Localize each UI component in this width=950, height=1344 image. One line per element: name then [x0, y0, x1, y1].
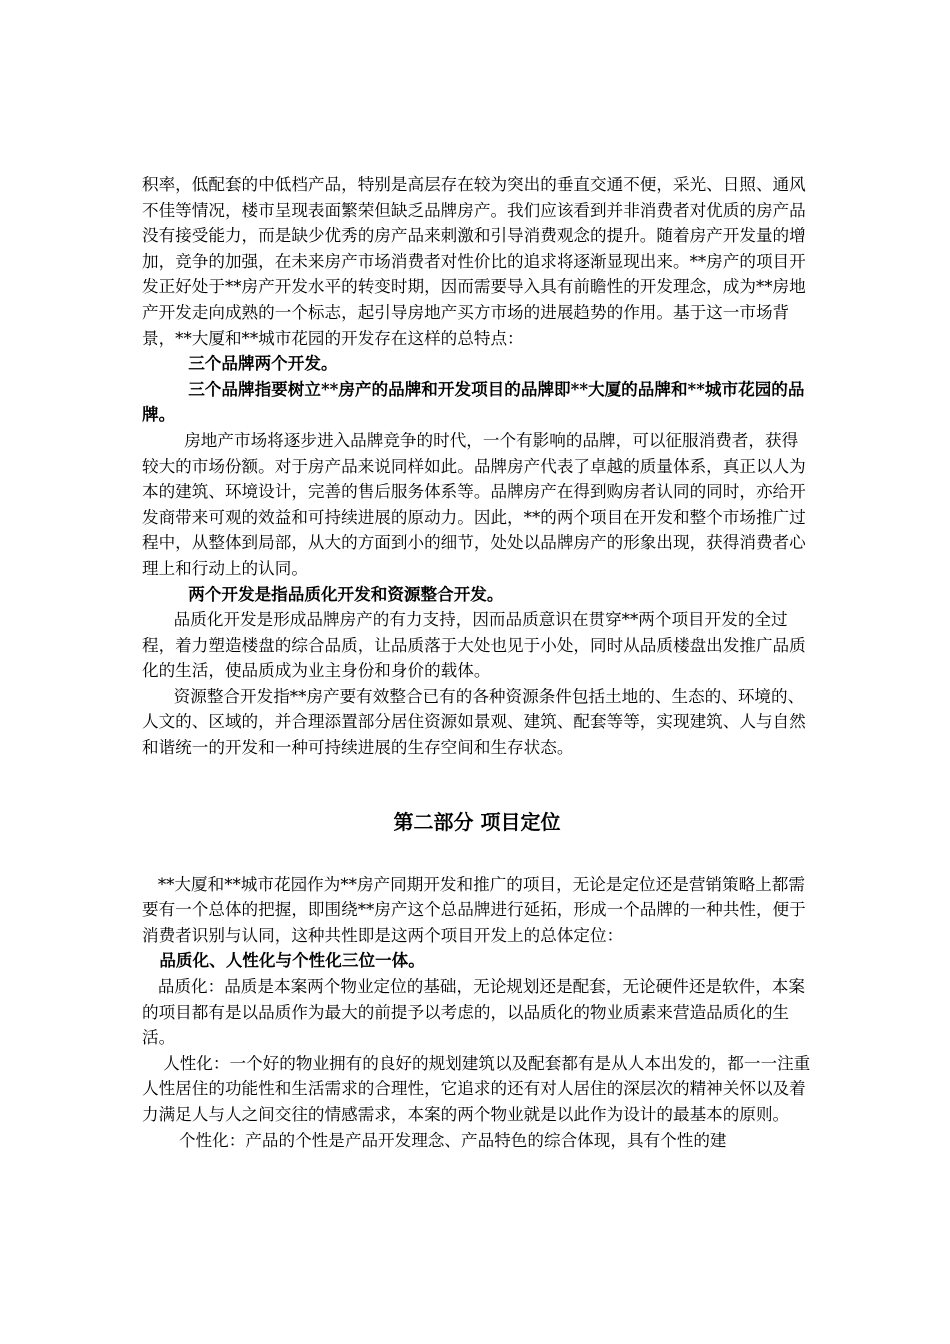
subheading-positioning: 品质化、人性化与个性化三位一体。 — [142, 950, 425, 971]
section-title: 第二部分 项目定位 — [393, 809, 561, 834]
subheading-two-developments: 两个开发是指品质化开发和资源整合开发。 — [142, 583, 504, 604]
body-paragraph: 品质化开发是形成品牌房产的有力支持，因而品质意识在贯穿**两个项目开发的全过程，着力塑造楼盘的综合品质，让品质落于大处也见于小处，同时从品质楼盘出发推广品质化的生活，使品质成为业主身份和身价的载体。 — [142, 610, 806, 681]
body-paragraph: 个性化：产品的个性是产品开发理念、产品特色的综合体现，具有个性的建 — [142, 1130, 727, 1150]
subheading-brand-development: 三个品牌两个开发。 — [142, 353, 338, 374]
body-paragraph: 房地产市场将逐步进入品牌竞争的时代，一个有影响的品牌，可以征服消费者，获得较大的市场份额。对于房产品来说同样如此。品牌房产代表了卓越的质量体系，真正以人为本的建筑、环境设计，完善的售后服务体系等。品牌房产在得到购房者认同的同时，亦给开发商带来可观的效益和可持续进展的原动力。因此，**的两个项目在开发和整个市场推广过程中，从整体到局部，从大的方面到小的细节，处处以品牌房产的形象出现，获得消费者心理上和行动上的认同。 — [142, 430, 806, 578]
subheading-three-brands: 三个品牌指要树立**房产的品牌和开发项目的品牌即**大厦的品牌和**城市花园的品牌。 — [142, 378, 805, 425]
body-paragraph: 资源整合开发指**房产要有效整合已有的各种资源条件包括土地的、生态的、环境的、人文的、区域的，并合理添置部分居住资源如景观、建筑、配套等等，实现建筑、人与自然和谐统一的开发和一种可持续进展的生存空间和生存状态。 — [142, 686, 806, 758]
document-body — [142, 172, 812, 1153]
body-paragraph: 品质化：品质是本案两个物业定位的基础，无论规划还是配套，无论硬件还是软件，本案的项目都有是以品质作为最大的前提予以考虑的，以品质化的物业质素来营造品质化的生活。 — [142, 977, 805, 1048]
body-paragraph: 人性化：一个好的物业拥有的良好的规划建筑以及配套都有是从人本出发的，都一一注重人性居住的功能性和生活需求的合理性，它追求的还有对人居住的深层次的精神关怀以及着力满足人与人之间交往的情感需求，本案的两个物业就是以此作为设计的最基本的原则。 — [142, 1053, 811, 1124]
body-paragraph: 积率，低配套的中低档产品，特别是高层存在较为突出的垂直交通不便，采光、日照、通风不佳等情况，楼市呈现表面繁荣但缺乏品牌房产。我们应该看到并非消费者对优质的房产品没有接受能力，而是缺少优秀的房产品来刺激和引导消费观念的提升。随着房产开发量的增加，竞争的加强，在未来房产市场消费者对性价比的追求将逐渐显现出来。**房产的项目开发正好处于**房产开发水平的转变时期，因而需要导入具有前瞻性的开发理念，成为**房地产开发走向成熟的一个标志，起引导房地产买方市场的进展趋势的作用。基于这一市场背景，**大厦和**城市花园的开发存在这样的总特点： — [142, 175, 806, 348]
body-paragraph: **大厦和**城市花园作为**房产同期开发和推广的项目，无论是定位还是营销策略上都需要有一个总体的把握，即围绕**房产这个总品牌进行延拓，形成一个品牌的一种共性，便于消费者识别与认同，这种共性即是这两个项目开发上的总体定位： — [142, 874, 806, 945]
